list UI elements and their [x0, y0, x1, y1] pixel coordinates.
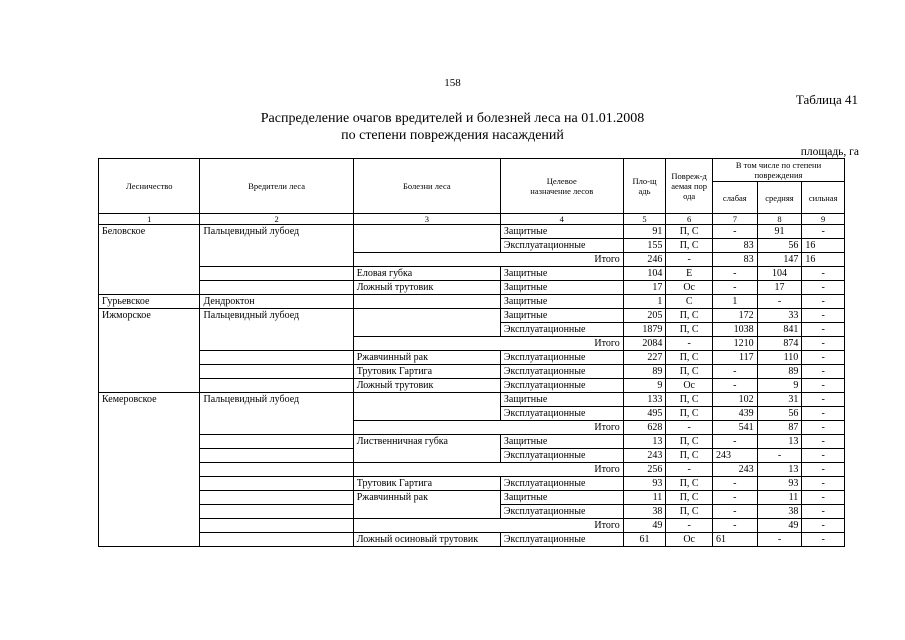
cell-purpose: Эксплуатационные — [500, 365, 623, 379]
cell-weak: 243 — [713, 463, 758, 477]
table-label: Таблица 41 — [795, 92, 858, 107]
cell-forestry: Беловское — [99, 225, 200, 295]
cell-pest — [200, 351, 353, 365]
cell-area: 205 — [623, 309, 666, 323]
col-number: 2 — [200, 214, 353, 225]
cell-pest: Пальцевидный лубоед — [200, 225, 353, 267]
cell-pest — [200, 435, 353, 449]
cell-disease: Ложный трутовик — [353, 281, 500, 295]
header-forestry: Лесничество — [99, 159, 200, 214]
cell-pest — [200, 505, 353, 519]
cell-area: 495 — [623, 407, 666, 421]
cell-area: 49 — [623, 519, 666, 533]
cell-species: - — [666, 421, 713, 435]
cell-medium: 56 — [757, 239, 802, 253]
cell-medium: 91 — [757, 225, 802, 239]
cell-species: Е — [666, 267, 713, 281]
cell-area: 227 — [623, 351, 666, 365]
col-number: 6 — [666, 214, 713, 225]
cell-area: 61 — [623, 533, 666, 547]
cell-medium: 110 — [757, 351, 802, 365]
col-number: 8 — [757, 214, 802, 225]
header-strong: сильная — [802, 182, 845, 214]
cell-weak: - — [713, 435, 758, 449]
cell-disease: Ложный осиновый трутовик — [353, 533, 500, 547]
cell-area: 93 — [623, 477, 666, 491]
cell-area: 9 — [623, 379, 666, 393]
cell-disease: Ржавчинный рак — [353, 491, 500, 519]
page-number: 158 — [444, 77, 461, 89]
cell-strong: - — [802, 519, 845, 533]
cell-purpose: Эксплуатационные — [500, 477, 623, 491]
table-row — [99, 267, 845, 281]
cell-purpose: Защитные — [500, 295, 623, 309]
table-row — [99, 281, 845, 295]
cell-area: 38 — [623, 505, 666, 519]
cell-total-label: Итого — [353, 519, 623, 533]
cell-medium: 31 — [757, 393, 802, 407]
cell-purpose: Эксплуатационные — [500, 323, 623, 337]
cell-weak: - — [713, 365, 758, 379]
col-number: 9 — [802, 214, 845, 225]
cell-purpose: Защитные — [500, 435, 623, 449]
page-title — [0, 110, 905, 144]
cell-pest: Пальцевидный лубоед — [200, 393, 353, 435]
col-number: 7 — [713, 214, 758, 225]
cell-species: Ос — [666, 533, 713, 547]
cell-medium: 13 — [757, 435, 802, 449]
cell-disease: Трутовик Гартига — [353, 477, 500, 491]
cell-weak: 61 — [713, 533, 758, 547]
cell-strong: - — [802, 477, 845, 491]
cell-medium: 38 — [757, 505, 802, 519]
header-pests: Вредители леса — [200, 159, 353, 214]
col-number: 3 — [353, 214, 500, 225]
header-medium: средняя — [757, 182, 802, 214]
cell-area: 13 — [623, 435, 666, 449]
cell-purpose: Эксплуатационные — [500, 407, 623, 421]
cell-species: П, С — [666, 225, 713, 239]
cell-weak: - — [713, 267, 758, 281]
cell-area: 1879 — [623, 323, 666, 337]
cell-weak: - — [713, 491, 758, 505]
cell-strong: - — [802, 491, 845, 505]
cell-purpose: Эксплуатационные — [500, 351, 623, 365]
cell-strong: 16 — [802, 253, 845, 267]
cell-species: П, С — [666, 323, 713, 337]
cell-species: П, С — [666, 351, 713, 365]
cell-species: П, С — [666, 407, 713, 421]
header-damage-group: В том числе по степени повреждения — [713, 159, 845, 182]
cell-strong: - — [802, 225, 845, 239]
cell-purpose: Защитные — [500, 225, 623, 239]
cell-purpose: Защитные — [500, 309, 623, 323]
header-area: Пло-щадь — [623, 159, 666, 214]
cell-disease: Ложный трутовик — [353, 379, 500, 393]
cell-disease — [353, 393, 500, 421]
cell-medium: 104 — [757, 267, 802, 281]
table-row — [99, 225, 845, 239]
cell-strong: - — [802, 505, 845, 519]
cell-strong: - — [802, 421, 845, 435]
table-row — [99, 351, 845, 365]
cell-area: 133 — [623, 393, 666, 407]
cell-area: 155 — [623, 239, 666, 253]
cell-weak: - — [713, 505, 758, 519]
cell-weak: 1038 — [713, 323, 758, 337]
cell-species: Ос — [666, 281, 713, 295]
cell-weak: - — [713, 519, 758, 533]
cell-total-label: Итого — [353, 463, 623, 477]
cell-species: П, С — [666, 365, 713, 379]
cell-pest: Пальцевидный лубоед — [200, 309, 353, 351]
cell-disease — [353, 295, 500, 309]
cell-area: 17 — [623, 281, 666, 295]
cell-species: П, С — [666, 477, 713, 491]
cell-purpose: Защитные — [500, 267, 623, 281]
cell-total-label: Итого — [353, 421, 623, 435]
cell-weak: 1210 — [713, 337, 758, 351]
table-row — [99, 309, 845, 323]
cell-pest — [200, 533, 353, 547]
cell-species: - — [666, 253, 713, 267]
cell-weak: 83 — [713, 239, 758, 253]
cell-strong: - — [802, 351, 845, 365]
cell-species: - — [666, 519, 713, 533]
cell-medium: 9 — [757, 379, 802, 393]
cell-disease — [353, 309, 500, 337]
header-species: Повреж-даемая порода — [666, 159, 713, 214]
cell-area: 89 — [623, 365, 666, 379]
cell-strong: - — [802, 463, 845, 477]
cell-disease: Еловая губка — [353, 267, 500, 281]
col-number: 4 — [500, 214, 623, 225]
cell-species: П, С — [666, 239, 713, 253]
cell-medium: - — [757, 295, 802, 309]
cell-area: 256 — [623, 463, 666, 477]
cell-medium: 89 — [757, 365, 802, 379]
cell-area: 2084 — [623, 337, 666, 351]
table-row — [99, 435, 845, 449]
cell-species: С — [666, 295, 713, 309]
cell-purpose: Эксплуатационные — [500, 239, 623, 253]
unit-label: площадь, га — [800, 146, 859, 158]
cell-species: П, С — [666, 505, 713, 519]
cell-purpose: Защитные — [500, 491, 623, 505]
cell-species: Ос — [666, 379, 713, 393]
cell-strong: - — [802, 281, 845, 295]
title-line-2: по степени повреждения насаждений — [341, 128, 564, 143]
cell-weak: 117 — [713, 351, 758, 365]
cell-total-label: Итого — [353, 253, 623, 267]
cell-medium: 17 — [757, 281, 802, 295]
cell-species: П, С — [666, 309, 713, 323]
cell-purpose: Эксплуатационные — [500, 505, 623, 519]
table-row — [99, 295, 845, 309]
cell-purpose: Эксплуатационные — [500, 379, 623, 393]
table-row — [99, 365, 845, 379]
cell-strong: - — [802, 295, 845, 309]
cell-medium: 11 — [757, 491, 802, 505]
cell-weak: 1 — [713, 295, 758, 309]
cell-medium: 56 — [757, 407, 802, 421]
cell-weak: 83 — [713, 253, 758, 267]
cell-strong: - — [802, 267, 845, 281]
cell-forestry: Кемеровское — [99, 393, 200, 547]
cell-pest — [200, 365, 353, 379]
cell-weak: 541 — [713, 421, 758, 435]
cell-medium: - — [757, 533, 802, 547]
table-row — [99, 463, 845, 477]
table-row — [99, 477, 845, 491]
cell-area: 243 — [623, 449, 666, 463]
col-number: 5 — [623, 214, 666, 225]
cell-pest: Дендроктон — [200, 295, 353, 309]
cell-species: П, С — [666, 449, 713, 463]
cell-strong: 16 — [802, 239, 845, 253]
cell-strong: - — [802, 533, 845, 547]
cell-weak: 243 — [713, 449, 758, 463]
cell-forestry: Ижморское — [99, 309, 200, 393]
cell-pest — [200, 267, 353, 281]
table-row — [99, 379, 845, 393]
cell-weak: - — [713, 477, 758, 491]
cell-area: 628 — [623, 421, 666, 435]
cell-weak: - — [713, 225, 758, 239]
cell-pest — [200, 449, 353, 463]
cell-weak: 439 — [713, 407, 758, 421]
cell-medium: 874 — [757, 337, 802, 351]
header-diseases: Болезни леса — [353, 159, 500, 214]
cell-species: - — [666, 463, 713, 477]
col-number: 1 — [99, 214, 200, 225]
cell-disease: Трутовик Гартига — [353, 365, 500, 379]
cell-medium: 147 — [757, 253, 802, 267]
cell-weak: 102 — [713, 393, 758, 407]
cell-purpose: Защитные — [500, 393, 623, 407]
cell-purpose: Эксплуатационные — [500, 449, 623, 463]
pest-disease-table — [98, 158, 845, 547]
cell-medium: - — [757, 449, 802, 463]
cell-species: П, С — [666, 435, 713, 449]
cell-strong: - — [802, 435, 845, 449]
cell-disease: Лиственничная губка — [353, 435, 500, 463]
cell-total-label: Итого — [353, 337, 623, 351]
cell-strong: - — [802, 365, 845, 379]
cell-species: П, С — [666, 393, 713, 407]
cell-pest — [200, 491, 353, 505]
cell-medium: 33 — [757, 309, 802, 323]
cell-area: 246 — [623, 253, 666, 267]
cell-strong: - — [802, 407, 845, 421]
cell-area: 91 — [623, 225, 666, 239]
cell-strong: - — [802, 337, 845, 351]
header-purpose: Целевое назначение лесов — [500, 159, 623, 214]
cell-weak: - — [713, 379, 758, 393]
cell-medium: 49 — [757, 519, 802, 533]
cell-medium: 13 — [757, 463, 802, 477]
cell-medium: 87 — [757, 421, 802, 435]
cell-strong: - — [802, 449, 845, 463]
cell-forestry: Гурьевское — [99, 295, 200, 309]
cell-medium: 841 — [757, 323, 802, 337]
cell-species: - — [666, 337, 713, 351]
cell-weak: - — [713, 281, 758, 295]
table-row — [99, 393, 845, 407]
cell-area: 1 — [623, 295, 666, 309]
cell-strong: - — [802, 393, 845, 407]
header-weak: слабая — [713, 182, 758, 214]
cell-area: 11 — [623, 491, 666, 505]
table-row — [99, 519, 845, 533]
cell-pest — [200, 519, 353, 533]
table-row — [99, 491, 845, 505]
cell-weak: 172 — [713, 309, 758, 323]
cell-pest — [200, 463, 353, 477]
cell-pest — [200, 477, 353, 491]
cell-strong: - — [802, 323, 845, 337]
cell-strong: - — [802, 309, 845, 323]
cell-species: П, С — [666, 491, 713, 505]
table-row — [99, 533, 845, 547]
cell-pest — [200, 379, 353, 393]
cell-disease: Ржавчинный рак — [353, 351, 500, 365]
cell-strong: - — [802, 379, 845, 393]
cell-purpose: Защитные — [500, 281, 623, 295]
cell-medium: 93 — [757, 477, 802, 491]
cell-pest — [200, 281, 353, 295]
cell-purpose: Эксплуатационные — [500, 533, 623, 547]
cell-area: 104 — [623, 267, 666, 281]
title-line-1: Распределение очагов вредителей и болезней леса на 01.01.2008 — [260, 111, 645, 126]
cell-disease — [353, 225, 500, 253]
